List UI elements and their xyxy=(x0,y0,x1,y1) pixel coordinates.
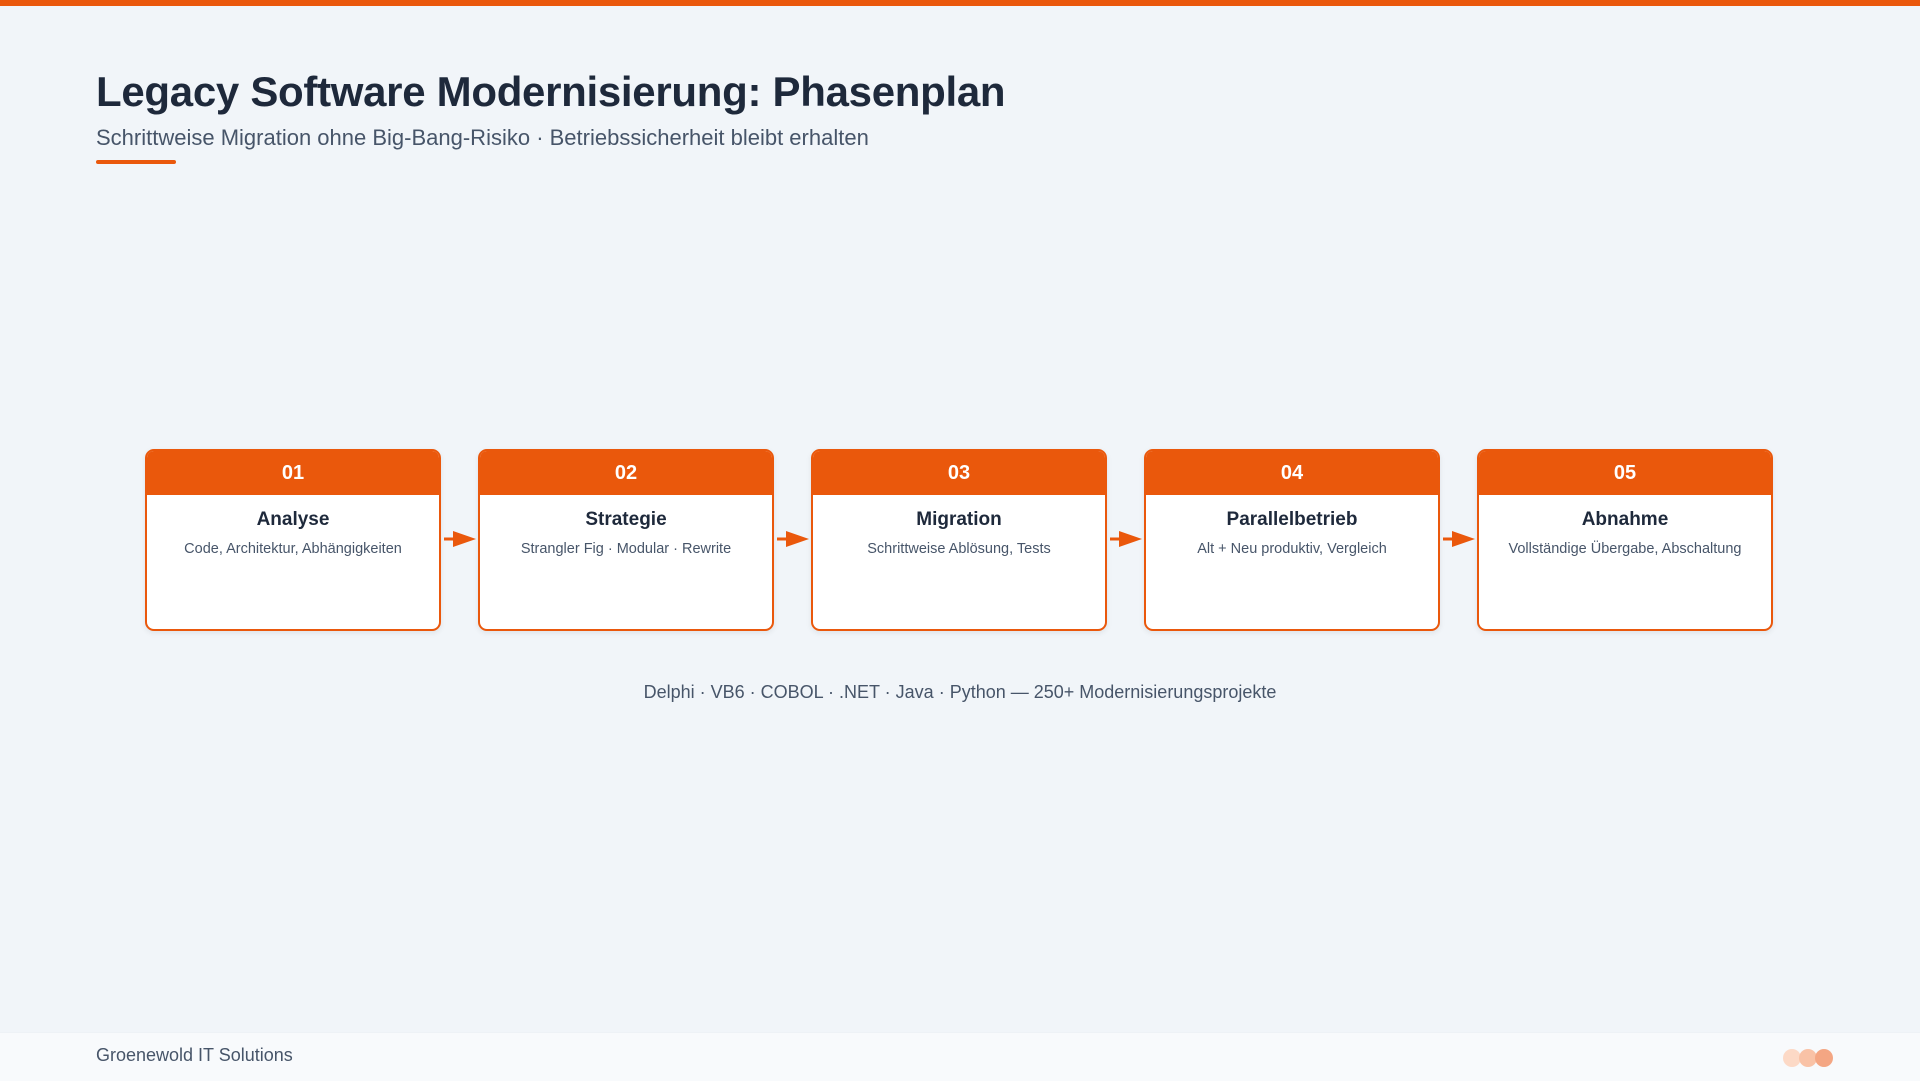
phase-card-parallelbetrieb xyxy=(1144,449,1440,631)
phase-card-strategie xyxy=(478,449,774,631)
footer-dots-icon xyxy=(1783,1049,1835,1067)
phase-flow xyxy=(145,449,1775,631)
footer-brand: Groenewold IT Solutions xyxy=(96,1045,293,1065)
phase-number: 05 xyxy=(1479,451,1771,495)
phase-description: Alt + Neu produktiv, Vergleich xyxy=(1197,541,1387,557)
phase-number: 01 xyxy=(147,451,439,495)
phase-description: Code, Architektur, Abhängigkeiten xyxy=(184,541,402,557)
phase-description: Strangler Fig · Modular · Rewrite xyxy=(520,541,732,557)
arrow-right-icon xyxy=(1109,529,1143,549)
phase-card-analyse xyxy=(145,449,441,631)
phase-name: Strategie xyxy=(585,509,667,530)
phase-card-abnahme xyxy=(1477,449,1773,631)
technology-summary: Delphi · VB6 · COBOL · .NET · Java · Python — 250+ Modernisierungsprojekte xyxy=(643,682,1277,702)
phase-name: Migration xyxy=(916,509,1002,530)
dot-dark xyxy=(1815,1049,1833,1067)
top-accent-bar xyxy=(0,0,1920,6)
phase-name: Abnahme xyxy=(1581,509,1669,530)
phase-description: Schrittweise Ablösung, Tests xyxy=(867,541,1051,557)
arrow-right-icon xyxy=(1442,529,1476,549)
phase-name: Analyse xyxy=(256,509,330,530)
phase-description: Vollständige Übergabe, Abschaltung xyxy=(1508,541,1742,557)
arrow-right-icon xyxy=(443,529,477,549)
page-subtitle: Schrittweise Migration ohne Big-Bang-Risiko · Betriebssicherheit bleibt erhalten xyxy=(96,125,869,150)
phase-number: 04 xyxy=(1146,451,1438,495)
footer xyxy=(0,1032,1920,1081)
page-title: Legacy Software Modernisierung: Phasenplan xyxy=(96,68,1006,115)
phase-name: Parallelbetrieb xyxy=(1226,509,1358,530)
phase-number: 03 xyxy=(813,451,1105,495)
phase-number: 02 xyxy=(480,451,772,495)
title-underline xyxy=(96,160,176,164)
header xyxy=(96,66,1005,164)
arrow-right-icon xyxy=(776,529,810,549)
phase-card-migration xyxy=(811,449,1107,631)
